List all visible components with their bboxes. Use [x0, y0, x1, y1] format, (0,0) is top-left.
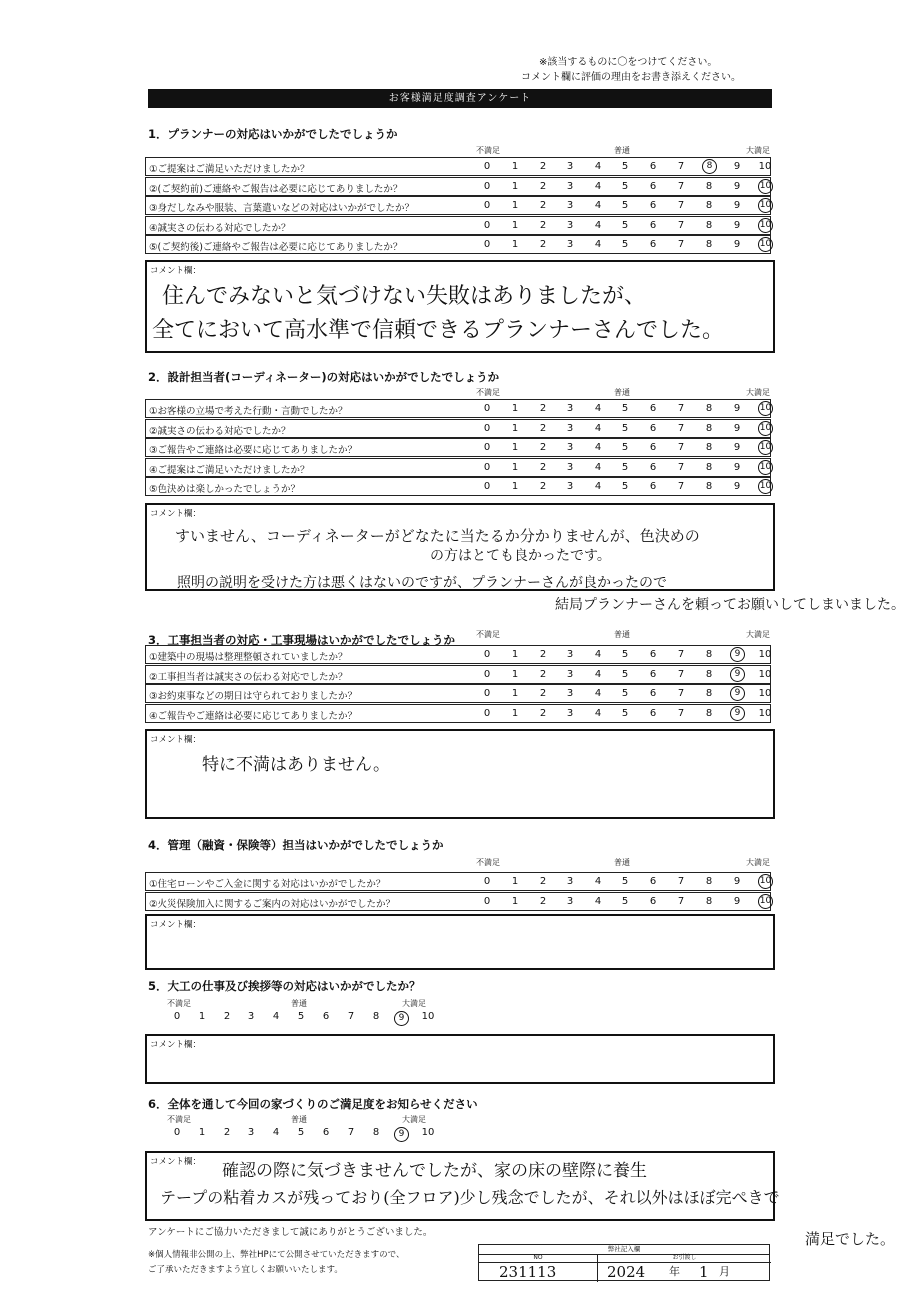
rating-option-selected[interactable]: 9 [394, 1127, 409, 1142]
question-text: ①住宅ローンやご入金に関する対応はいかがでしたか？ [149, 879, 386, 890]
office-use-header: 弊社記入欄 [479, 1245, 769, 1255]
rating-option-selected[interactable]: 10 [758, 440, 773, 455]
rating-option[interactable]: 3 [566, 649, 574, 660]
rating-option[interactable]: 7 [677, 688, 685, 699]
comment-label: コメント欄： [150, 920, 202, 930]
rating-option[interactable]: 8 [705, 461, 713, 473]
handwritten-comment-line: テープの粘着カスが残っており(全フロア)少し残念でしたが、それ以外はほぼ完ぺきで [160, 1188, 780, 1207]
handover-year: 2024 [607, 1263, 646, 1281]
rating-option[interactable]: 9 [733, 422, 741, 434]
scale-label-low: 不満足 [476, 858, 500, 867]
question-row [145, 177, 771, 196]
rating-option[interactable]: 6 [649, 403, 657, 414]
question-text: ②火災保険加入に関するご案内の対応はいかがでしたか？ [149, 898, 396, 910]
rating-option[interactable]: 2 [539, 668, 547, 680]
question-row [145, 216, 771, 235]
rating-option[interactable]: 5 [297, 1127, 305, 1138]
rating-option-selected[interactable]: 10 [758, 421, 773, 436]
rating-option[interactable]: 6 [649, 200, 657, 211]
question-row [145, 235, 771, 254]
rating-option[interactable]: 3 [566, 161, 574, 172]
rating-option[interactable]: 3 [566, 180, 574, 192]
scale-label-mid: 普通 [614, 146, 630, 155]
rating-option-selected[interactable]: 10 [758, 401, 773, 416]
rating-option[interactable]: 0 [483, 461, 491, 473]
question-text: ①お客様の立場で考えた行動・言動でしたか？ [149, 406, 348, 417]
question-row [145, 704, 771, 723]
rating-option[interactable]: 4 [594, 649, 602, 660]
rating-option[interactable]: 5 [621, 895, 629, 907]
question-text: ③ご報告やご連絡は必要に応じてありましたか？ [149, 445, 358, 456]
question-row [145, 196, 771, 215]
rating-option[interactable]: 5 [621, 200, 629, 211]
rating-option-selected[interactable]: 10 [758, 198, 773, 213]
no-value: 231113 [499, 1263, 557, 1281]
rating-option[interactable]: 1 [511, 180, 519, 192]
rating-option[interactable]: 9 [733, 895, 741, 907]
scale-label-high: 大満足 [746, 630, 770, 639]
rating-option[interactable]: 1 [511, 649, 519, 660]
rating-option[interactable]: 4 [594, 403, 602, 414]
rating-option[interactable]: 5 [621, 481, 629, 492]
scale-label-high: 大満足 [402, 1115, 426, 1124]
rating-option[interactable]: 7 [677, 161, 685, 172]
question-row [145, 157, 771, 176]
month-unit: 月 [719, 1265, 730, 1278]
rating-option[interactable]: 4 [594, 239, 602, 250]
rating-option[interactable]: 3 [566, 688, 574, 699]
handwritten-comment-line: の方はとても良かったです。 [430, 548, 611, 564]
question-text: ①ご提案はご満足いただけましたか？ [149, 164, 310, 175]
question-text: ②誠実さの伝わる対応でしたか？ [149, 425, 291, 437]
rating-option[interactable]: 3 [566, 481, 574, 492]
question-text: ③身だしなみや服装、言葉遣いなどの対応はいかがでしたか？ [149, 203, 415, 214]
rating-option-selected[interactable]: 10 [758, 179, 773, 194]
rating-option[interactable]: 10 [421, 1011, 435, 1022]
rating-option[interactable]: 9 [733, 200, 741, 211]
question-row [145, 477, 771, 496]
rating-option[interactable]: 8 [705, 707, 713, 719]
scale-label-low: 不満足 [476, 630, 500, 639]
handwritten-comment-line: 照明の説明を受けた方は悪くはないのですが、プランナーさんが良かったので [177, 575, 667, 591]
rating-option[interactable]: 1 [511, 422, 519, 434]
rating-option[interactable]: 3 [247, 1011, 255, 1022]
rating-option[interactable]: 4 [594, 219, 602, 231]
rating-option[interactable]: 6 [649, 422, 657, 434]
question-row [145, 872, 771, 891]
rating-option[interactable]: 2 [539, 422, 547, 434]
section-5-title: 5．大工の仕事及び挨拶等の対応はいかがでしたか？ [148, 979, 421, 993]
rating-option[interactable]: 4 [594, 668, 602, 680]
rating-option[interactable]: 5 [621, 707, 629, 719]
survey-title: お客様満足度調査アンケート [148, 89, 772, 108]
rating-option-selected[interactable]: 8 [702, 159, 717, 174]
section-4-title: 4．管理（融資・保険等）担当はいかがでしたでしょうか [148, 838, 444, 852]
rating-option[interactable]: 2 [539, 219, 547, 231]
question-text: ④ご提案はご満足いただけましたか？ [149, 464, 310, 476]
scale-label-mid: 普通 [614, 388, 630, 397]
rating-option[interactable]: 7 [677, 461, 685, 473]
rating-option[interactable]: 10 [421, 1127, 435, 1138]
rating-option[interactable]: 4 [594, 876, 602, 887]
rating-option[interactable]: 5 [621, 688, 629, 699]
scale-label-low: 不満足 [476, 146, 500, 155]
rating-option-selected[interactable]: 10 [758, 874, 773, 889]
question-text: ⑤(ご契約後)ご連絡やご報告は必要に応じてありましたか？ [149, 242, 403, 253]
rating-option[interactable]: 2 [539, 200, 547, 211]
rating-option[interactable]: 4 [594, 688, 602, 699]
rating-option[interactable]: 7 [347, 1011, 355, 1022]
rating-option[interactable]: 5 [621, 180, 629, 192]
section-2-title: 2．設計担当者(コーディネーター)の対応はいかがでしたでしょうか [148, 370, 500, 384]
scale-label-high: 大満足 [746, 858, 770, 867]
rating-option[interactable]: 1 [511, 461, 519, 473]
rating-option[interactable]: 7 [677, 876, 685, 887]
rating-option[interactable]: 3 [566, 707, 574, 719]
rating-option[interactable]: 4 [594, 481, 602, 492]
comment-box[interactable] [145, 914, 775, 970]
scale-label-mid: 普通 [291, 999, 307, 1008]
rating-option[interactable]: 9 [733, 442, 741, 453]
rating-option-selected[interactable]: 10 [758, 894, 773, 909]
scale-label-low: 不満足 [167, 1115, 191, 1124]
section-6-title: 6．全体を通して今回の家づくりのご満足度をお知らせください [148, 1097, 478, 1111]
rating-option[interactable]: 8 [705, 442, 713, 453]
rating-option[interactable]: 6 [649, 649, 657, 660]
rating-option[interactable]: 9 [733, 161, 741, 172]
rating-option[interactable]: 3 [566, 895, 574, 907]
rating-option[interactable]: 3 [566, 403, 574, 414]
handwritten-comment-line: すいません、コーディネーターがどなたに当たるか分かりませんが、色決めの [175, 527, 700, 545]
rating-option[interactable]: 8 [705, 219, 713, 231]
rating-option[interactable]: 0 [483, 219, 491, 231]
rating-option-selected[interactable]: 10 [758, 237, 773, 252]
rating-option[interactable]: 4 [272, 1011, 280, 1022]
rating-option[interactable]: 2 [539, 481, 547, 492]
rating-option[interactable]: 1 [511, 403, 519, 414]
scale-label-high: 大満足 [746, 388, 770, 397]
rating-option[interactable]: 8 [372, 1127, 380, 1138]
rating-option[interactable]: 0 [483, 668, 491, 680]
comment-label: コメント欄： [150, 266, 202, 276]
handwritten-comment-line: 全てにおいて高水準で信頼できるプランナーさんでした。 [152, 318, 725, 343]
rating-option[interactable]: 9 [733, 239, 741, 250]
rating-option[interactable]: 2 [539, 180, 547, 192]
rating-option[interactable]: 2 [539, 649, 547, 660]
rating-option[interactable]: 3 [566, 461, 574, 473]
question-row [145, 419, 771, 438]
rating-option[interactable]: 10 [758, 649, 772, 660]
rating-option[interactable]: 2 [539, 161, 547, 172]
rating-option[interactable]: 6 [649, 239, 657, 250]
rating-option[interactable]: 8 [705, 649, 713, 660]
rating-option[interactable]: 10 [758, 161, 772, 172]
rating-option[interactable]: 5 [621, 876, 629, 887]
question-row [145, 892, 771, 911]
rating-option[interactable]: 3 [566, 219, 574, 231]
rating-option[interactable]: 8 [705, 876, 713, 887]
rating-option[interactable]: 9 [733, 403, 741, 414]
question-row [145, 458, 771, 477]
rating-option[interactable]: 9 [733, 180, 741, 192]
rating-option[interactable]: 0 [483, 707, 491, 719]
rating-option[interactable]: 7 [677, 668, 685, 680]
scale-label-mid: 普通 [291, 1115, 307, 1124]
rating-option[interactable]: 7 [677, 239, 685, 250]
rating-option[interactable]: 10 [758, 688, 772, 699]
rating-option[interactable]: 7 [347, 1127, 355, 1138]
rating-option[interactable]: 1 [511, 707, 519, 719]
rating-option[interactable]: 8 [705, 239, 713, 250]
section-3-title: 3．工事担当者の対応・工事現場はいかがでしたでしょうか [148, 633, 455, 647]
rating-option[interactable]: 5 [621, 649, 629, 660]
rating-option[interactable]: 0 [483, 161, 491, 172]
rating-option-selected[interactable]: 10 [758, 460, 773, 475]
instruction-note-1: ※該当するものに〇をつけてください。 [539, 57, 718, 68]
rating-option[interactable]: 0 [483, 649, 491, 660]
rating-option[interactable]: 1 [198, 1127, 206, 1138]
rating-option[interactable]: 3 [566, 200, 574, 211]
rating-option[interactable]: 2 [539, 461, 547, 473]
rating-option[interactable]: 9 [733, 219, 741, 231]
rating-option[interactable]: 0 [173, 1127, 181, 1138]
rating-option[interactable]: 4 [594, 895, 602, 907]
rating-option[interactable]: 10 [758, 668, 772, 680]
rating-option[interactable]: 8 [705, 895, 713, 907]
rating-option[interactable]: 9 [733, 876, 741, 887]
rating-option[interactable]: 2 [223, 1011, 231, 1022]
rating-option[interactable]: 5 [621, 442, 629, 453]
rating-option[interactable]: 7 [677, 219, 685, 231]
rating-option[interactable]: 7 [677, 895, 685, 907]
scale-label-low: 不満足 [476, 388, 500, 397]
rating-option[interactable]: 0 [173, 1011, 181, 1022]
rating-option[interactable]: 1 [511, 161, 519, 172]
rating-option[interactable]: 2 [539, 707, 547, 719]
rating-option[interactable]: 4 [594, 422, 602, 434]
rating-option[interactable]: 0 [483, 895, 491, 907]
rating-option[interactable]: 1 [511, 481, 519, 492]
rating-option[interactable]: 1 [511, 688, 519, 699]
rating-option[interactable]: 3 [566, 239, 574, 250]
rating-option[interactable]: 6 [649, 688, 657, 699]
question-text: ④ご報告やご連絡は必要に応じてありましたか？ [149, 710, 358, 722]
rating-option[interactable]: 8 [705, 403, 713, 414]
office-use-box [478, 1244, 770, 1281]
rating-option[interactable]: 6 [322, 1011, 330, 1022]
rating-option[interactable]: 6 [649, 442, 657, 453]
comment-box[interactable] [145, 1034, 775, 1084]
rating-option[interactable]: 5 [621, 461, 629, 473]
rating-option[interactable]: 4 [594, 442, 602, 453]
rating-option[interactable]: 4 [594, 200, 602, 211]
rating-option[interactable]: 0 [483, 481, 491, 492]
rating-option[interactable]: 3 [566, 422, 574, 434]
rating-option[interactable]: 3 [566, 442, 574, 453]
rating-option[interactable]: 7 [677, 180, 685, 192]
rating-option[interactable]: 2 [539, 403, 547, 414]
rating-option[interactable]: 6 [649, 707, 657, 719]
rating-option[interactable]: 4 [594, 180, 602, 192]
rating-option[interactable]: 6 [649, 876, 657, 887]
question-row [145, 399, 771, 418]
rating-option-selected[interactable]: 10 [758, 218, 773, 233]
rating-option-selected[interactable]: 9 [394, 1011, 409, 1026]
no-label: NO [479, 1254, 598, 1263]
rating-option[interactable]: 2 [539, 442, 547, 453]
question-text: ④誠実さの伝わる対応でしたか？ [149, 222, 291, 234]
handover-label: お引渡し [598, 1254, 771, 1263]
question-row [145, 665, 771, 684]
rating-option[interactable]: 1 [511, 219, 519, 231]
rating-option[interactable]: 4 [594, 461, 602, 473]
rating-option[interactable]: 1 [511, 239, 519, 250]
scale-label-high: 大満足 [402, 999, 426, 1008]
rating-option[interactable]: 0 [483, 239, 491, 250]
rating-option[interactable]: 8 [705, 422, 713, 434]
handwritten-comment-line: 特に不満はありません。 [202, 755, 391, 775]
rating-option-selected[interactable]: 9 [730, 686, 745, 701]
thanks-text: アンケートにご協力いただきまして誠にありがとうございました。 [148, 1227, 433, 1238]
scale-label-mid: 普通 [614, 858, 630, 867]
rating-option[interactable]: 6 [649, 180, 657, 192]
rating-option[interactable]: 6 [649, 161, 657, 172]
privacy-note-2: ご了承いただきますよう宜しくお願いいたします。 [148, 1265, 343, 1275]
rating-option[interactable]: 1 [511, 200, 519, 211]
rating-option[interactable]: 1 [511, 668, 519, 680]
rating-option[interactable]: 5 [621, 422, 629, 434]
rating-option[interactable]: 6 [649, 219, 657, 231]
rating-option[interactable]: 10 [758, 707, 772, 719]
rating-option[interactable]: 2 [223, 1127, 231, 1138]
comment-label: コメント欄： [150, 735, 202, 745]
rating-option[interactable]: 3 [566, 668, 574, 680]
question-text: ③お約束事などの期日は守られておりましたか？ [149, 691, 358, 702]
question-text: ②(ご契約前)ご連絡やご報告は必要に応じてありましたか？ [149, 183, 403, 195]
rating-option[interactable]: 8 [705, 481, 713, 492]
rating-option[interactable]: 7 [677, 403, 685, 414]
rating-option[interactable]: 5 [621, 403, 629, 414]
rating-option[interactable]: 6 [649, 895, 657, 907]
rating-option[interactable]: 1 [198, 1011, 206, 1022]
handwritten-comment-line: 満足でした。 [805, 1230, 896, 1248]
rating-option[interactable]: 2 [539, 239, 547, 250]
rating-option-selected[interactable]: 9 [730, 706, 745, 721]
rating-option[interactable]: 0 [483, 876, 491, 887]
question-row [145, 438, 771, 457]
rating-option[interactable]: 2 [539, 688, 547, 699]
rating-option[interactable]: 5 [621, 161, 629, 172]
question-row [145, 645, 771, 664]
rating-option[interactable]: 5 [621, 239, 629, 250]
handwritten-comment-line: 結局プランナーさんを頼ってお願いしてしまいました。 [555, 597, 905, 613]
rating-option[interactable]: 8 [705, 180, 713, 192]
rating-option[interactable]: 7 [677, 200, 685, 211]
handover-month: 1 [699, 1263, 709, 1281]
rating-option[interactable]: 7 [677, 442, 685, 453]
rating-option[interactable]: 0 [483, 200, 491, 211]
rating-option[interactable]: 8 [705, 688, 713, 699]
privacy-note-1: ※個人情報非公開の上、弊社HPにて公開させていただきますので、 [148, 1250, 405, 1260]
rating-option[interactable]: 3 [566, 876, 574, 887]
rating-option[interactable]: 6 [649, 481, 657, 492]
scale-label-mid: 普通 [614, 630, 630, 639]
rating-option[interactable]: 6 [322, 1127, 330, 1138]
rating-option[interactable]: 7 [677, 707, 685, 719]
rating-option[interactable]: 8 [372, 1011, 380, 1022]
rating-option[interactable]: 0 [483, 442, 491, 453]
rating-option[interactable]: 0 [483, 403, 491, 414]
question-text: ①建築中の現場は整理整頓されていましたか？ [149, 652, 348, 663]
rating-option[interactable]: 9 [733, 461, 741, 473]
rating-option[interactable]: 0 [483, 422, 491, 434]
rating-option[interactable]: 2 [539, 895, 547, 907]
rating-option-selected[interactable]: 9 [730, 647, 745, 662]
scale-label-high: 大満足 [746, 146, 770, 155]
rating-option[interactable]: 4 [272, 1127, 280, 1138]
question-text: ②工事担当者は誠実さの伝わる対応でしたか？ [149, 671, 348, 683]
rating-option[interactable]: 6 [649, 461, 657, 473]
rating-option[interactable]: 8 [705, 668, 713, 680]
rating-option[interactable]: 0 [483, 180, 491, 192]
rating-option[interactable]: 4 [594, 707, 602, 719]
rating-option[interactable]: 5 [621, 219, 629, 231]
question-row [145, 684, 771, 703]
rating-option[interactable]: 5 [621, 668, 629, 680]
rating-option[interactable]: 5 [297, 1011, 305, 1022]
rating-option[interactable]: 1 [511, 895, 519, 907]
rating-option[interactable]: 7 [677, 481, 685, 492]
handwritten-comment-line: 確認の際に気づきませんでしたが、家の床の壁際に養生 [222, 1161, 647, 1181]
rating-option[interactable]: 8 [705, 200, 713, 211]
section-1-title: 1．プランナーの対応はいかがでしたでしょうか [148, 127, 398, 141]
scale-label-low: 不満足 [167, 999, 191, 1008]
question-text: ⑤色決めは楽しかったでしょうか？ [149, 484, 301, 495]
rating-option[interactable]: 3 [247, 1127, 255, 1138]
comment-label: コメント欄： [150, 1157, 202, 1167]
instruction-note-2: コメント欄に評価の理由をお書き添えください。 [521, 72, 741, 83]
rating-option[interactable]: 1 [511, 442, 519, 453]
rating-option-selected[interactable]: 10 [758, 479, 773, 494]
rating-option[interactable]: 0 [483, 688, 491, 699]
rating-option[interactable]: 6 [649, 668, 657, 680]
rating-option[interactable]: 9 [733, 481, 741, 492]
rating-option[interactable]: 4 [594, 161, 602, 172]
comment-label: コメント欄： [150, 509, 202, 519]
comment-label: コメント欄： [150, 1040, 202, 1050]
rating-option[interactable]: 1 [511, 876, 519, 887]
rating-option-selected[interactable]: 9 [730, 667, 745, 682]
rating-option[interactable]: 2 [539, 876, 547, 887]
handwritten-comment-line: 住んでみないと気づけない失敗はありましたが、 [162, 284, 647, 309]
rating-option[interactable]: 7 [677, 649, 685, 660]
year-unit: 年 [669, 1265, 680, 1278]
rating-option[interactable]: 7 [677, 422, 685, 434]
